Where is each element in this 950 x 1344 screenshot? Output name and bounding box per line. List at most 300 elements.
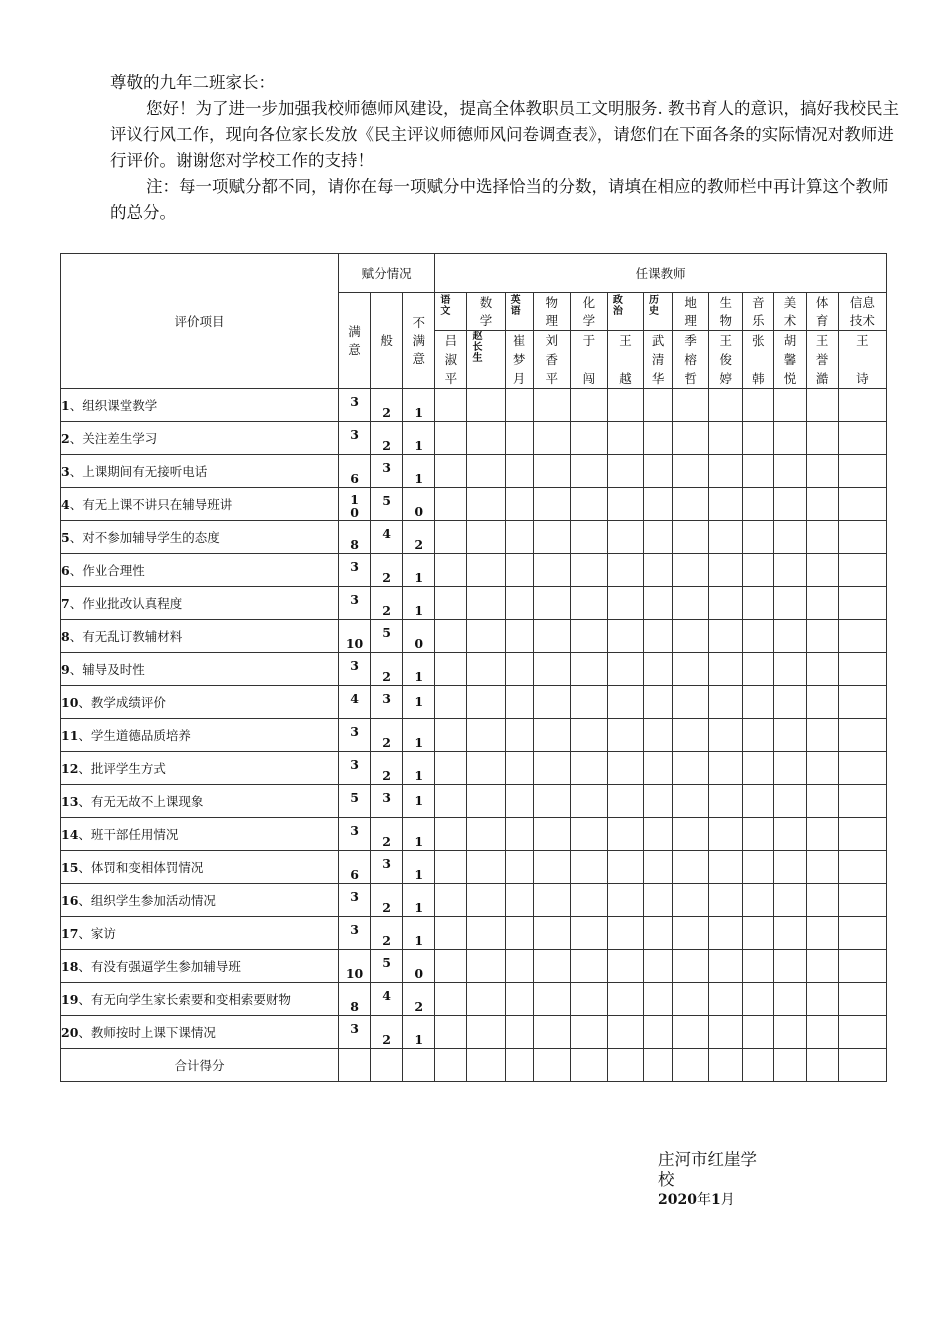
teacher-score-cell[interactable] bbox=[709, 455, 743, 488]
teacher-score-cell[interactable] bbox=[743, 818, 774, 851]
teacher-score-cell[interactable] bbox=[607, 389, 643, 422]
teacher-score-cell[interactable] bbox=[467, 521, 505, 554]
teacher-score-cell[interactable] bbox=[505, 422, 533, 455]
teacher-score-cell[interactable] bbox=[743, 884, 774, 917]
teacher-score-cell[interactable] bbox=[533, 389, 570, 422]
subject-header: 英 语 bbox=[505, 293, 533, 331]
teacher-score-cell[interactable] bbox=[673, 455, 709, 488]
score-unsatisfied: 1 bbox=[403, 752, 435, 785]
teacher-score-cell[interactable] bbox=[838, 554, 886, 587]
teacher-score-cell[interactable] bbox=[673, 422, 709, 455]
item-text: 、作业合理性 bbox=[69, 563, 145, 578]
teacher-score-cell[interactable] bbox=[533, 686, 570, 719]
teacher-score-cell[interactable] bbox=[467, 587, 505, 620]
teacher-score-cell[interactable] bbox=[644, 983, 673, 1016]
teacher-score-cell[interactable] bbox=[435, 884, 467, 917]
teacher-score-cell[interactable] bbox=[673, 686, 709, 719]
teacher-score-cell[interactable] bbox=[467, 785, 505, 818]
teacher-score-cell[interactable] bbox=[570, 587, 607, 620]
teacher-score-cell[interactable] bbox=[533, 818, 570, 851]
table-row bbox=[61, 554, 887, 587]
teacher-score-cell[interactable] bbox=[607, 818, 643, 851]
item-text: 、作业批改认真程度 bbox=[69, 596, 183, 611]
teacher-score-cell[interactable] bbox=[607, 521, 643, 554]
teacher-score-cell[interactable] bbox=[673, 653, 709, 686]
teacher-score-cell[interactable] bbox=[838, 752, 886, 785]
teacher-score-cell[interactable] bbox=[673, 950, 709, 983]
teacher-score-cell[interactable] bbox=[743, 389, 774, 422]
teacher-score-cell[interactable] bbox=[467, 653, 505, 686]
teacher-score-cell[interactable] bbox=[806, 587, 838, 620]
teacher-score-cell[interactable] bbox=[743, 521, 774, 554]
teacher-score-cell[interactable] bbox=[673, 1016, 709, 1049]
teacher-score-cell[interactable] bbox=[505, 818, 533, 851]
teacher-score-cell[interactable] bbox=[533, 785, 570, 818]
teacher-score-cell[interactable] bbox=[467, 620, 505, 653]
teacher-score-cell[interactable] bbox=[607, 719, 643, 752]
teacher-score-cell[interactable] bbox=[743, 488, 774, 521]
teacher-score-cell[interactable] bbox=[467, 554, 505, 587]
teacher-score-cell[interactable] bbox=[743, 653, 774, 686]
teacher-score-cell[interactable] bbox=[806, 884, 838, 917]
teacher-score-cell[interactable] bbox=[743, 1016, 774, 1049]
teacher-score-cell[interactable] bbox=[505, 389, 533, 422]
teacher-score-cell[interactable] bbox=[533, 983, 570, 1016]
item-text: 、组织学生参加活动情况 bbox=[78, 893, 216, 908]
teacher-score-cell[interactable] bbox=[709, 587, 743, 620]
teacher-score-cell[interactable] bbox=[467, 983, 505, 1016]
teacher-score-cell[interactable] bbox=[673, 554, 709, 587]
teacher-score-cell[interactable] bbox=[709, 950, 743, 983]
teacher-score-cell[interactable] bbox=[806, 752, 838, 785]
teacher-score-cell[interactable] bbox=[709, 389, 743, 422]
total-cell[interactable] bbox=[743, 1049, 774, 1082]
teacher-score-cell[interactable] bbox=[467, 752, 505, 785]
teacher-score-cell[interactable] bbox=[709, 488, 743, 521]
teacher-score-cell[interactable] bbox=[806, 983, 838, 1016]
teacher-score-cell[interactable] bbox=[644, 620, 673, 653]
total-cell[interactable] bbox=[505, 1049, 533, 1082]
teacher-score-cell[interactable] bbox=[806, 686, 838, 719]
teacher-score-cell[interactable] bbox=[709, 983, 743, 1016]
total-cell[interactable] bbox=[774, 1049, 806, 1082]
teacher-score-cell[interactable] bbox=[806, 1016, 838, 1049]
teacher-score-cell[interactable] bbox=[774, 983, 806, 1016]
total-cell[interactable] bbox=[673, 1049, 709, 1082]
teacher-score-cell[interactable] bbox=[435, 620, 467, 653]
teacher-score-cell[interactable] bbox=[838, 488, 886, 521]
teacher-score-cell[interactable] bbox=[435, 950, 467, 983]
teacher-score-cell[interactable] bbox=[743, 422, 774, 455]
teacher-score-cell[interactable] bbox=[806, 422, 838, 455]
teacher-score-cell[interactable] bbox=[774, 719, 806, 752]
teacher-score-cell[interactable] bbox=[570, 818, 607, 851]
teacher-score-cell[interactable] bbox=[607, 851, 643, 884]
item-text: 、班干部任用情况 bbox=[78, 827, 179, 842]
teacher-score-cell[interactable] bbox=[673, 521, 709, 554]
teacher-score-cell[interactable] bbox=[467, 884, 505, 917]
teacher-score-cell[interactable] bbox=[570, 917, 607, 950]
score-satisfied: 3 bbox=[338, 752, 370, 785]
teacher-score-cell[interactable] bbox=[505, 917, 533, 950]
teacher-score-cell[interactable] bbox=[743, 950, 774, 983]
teacher-score-cell[interactable] bbox=[533, 620, 570, 653]
teacher-score-cell[interactable] bbox=[467, 488, 505, 521]
teacher-score-cell[interactable] bbox=[806, 488, 838, 521]
teacher-score-cell[interactable] bbox=[505, 620, 533, 653]
teacher-score-cell[interactable] bbox=[435, 851, 467, 884]
teacher-score-cell[interactable] bbox=[505, 785, 533, 818]
teacher-score-cell[interactable] bbox=[467, 1016, 505, 1049]
teacher-score-cell[interactable] bbox=[806, 917, 838, 950]
teacher-score-cell[interactable] bbox=[533, 455, 570, 488]
teacher-score-cell[interactable] bbox=[806, 950, 838, 983]
teacher-score-cell[interactable] bbox=[774, 389, 806, 422]
teacher-score-cell[interactable] bbox=[774, 521, 806, 554]
teacher-score-cell[interactable] bbox=[709, 884, 743, 917]
teacher-score-cell[interactable] bbox=[743, 620, 774, 653]
teacher-name: 赵 长 生 bbox=[467, 331, 505, 389]
teacher-score-cell[interactable] bbox=[774, 587, 806, 620]
total-cell[interactable] bbox=[570, 1049, 607, 1082]
teacher-score-cell[interactable] bbox=[533, 653, 570, 686]
teacher-score-cell[interactable] bbox=[570, 422, 607, 455]
teacher-score-cell[interactable] bbox=[743, 785, 774, 818]
teacher-score-cell[interactable] bbox=[435, 1016, 467, 1049]
teacher-score-cell[interactable] bbox=[607, 917, 643, 950]
teacher-score-cell[interactable] bbox=[673, 884, 709, 917]
teacher-score-cell[interactable] bbox=[709, 785, 743, 818]
teacher-score-cell[interactable] bbox=[838, 785, 886, 818]
item-text: 、有无乱订教辅材料 bbox=[69, 629, 183, 644]
teacher-score-cell[interactable] bbox=[570, 950, 607, 983]
teacher-score-cell[interactable] bbox=[435, 785, 467, 818]
teacher-score-cell[interactable] bbox=[533, 950, 570, 983]
total-cell[interactable] bbox=[838, 1049, 886, 1082]
teacher-score-cell[interactable] bbox=[435, 653, 467, 686]
score-satisfied: 3 bbox=[338, 422, 370, 455]
teacher-score-cell[interactable] bbox=[709, 851, 743, 884]
total-cell[interactable] bbox=[607, 1049, 643, 1082]
teacher-score-cell[interactable] bbox=[774, 554, 806, 587]
teacher-score-cell[interactable] bbox=[774, 785, 806, 818]
teacher-score-cell[interactable] bbox=[505, 455, 533, 488]
teacher-score-cell[interactable] bbox=[570, 488, 607, 521]
teacher-score-cell[interactable] bbox=[570, 785, 607, 818]
teacher-score-cell[interactable] bbox=[467, 917, 505, 950]
teacher-score-cell[interactable] bbox=[774, 620, 806, 653]
teacher-score-cell[interactable] bbox=[533, 422, 570, 455]
teacher-score-cell[interactable] bbox=[435, 752, 467, 785]
teacher-score-cell[interactable] bbox=[570, 983, 607, 1016]
teacher-score-cell[interactable] bbox=[607, 653, 643, 686]
teacher-score-cell[interactable] bbox=[838, 983, 886, 1016]
teacher-score-cell[interactable] bbox=[709, 1016, 743, 1049]
score-satisfied: 3 bbox=[338, 653, 370, 686]
evaluation-item bbox=[61, 653, 339, 686]
teacher-score-cell[interactable] bbox=[806, 653, 838, 686]
teacher-score-cell[interactable] bbox=[570, 521, 607, 554]
teacher-score-cell[interactable] bbox=[838, 653, 886, 686]
teacher-score-cell[interactable] bbox=[644, 422, 673, 455]
teacher-score-cell[interactable] bbox=[467, 455, 505, 488]
subject-header: 音 乐 bbox=[743, 293, 774, 331]
teacher-score-cell[interactable] bbox=[838, 1016, 886, 1049]
teacher-score-cell[interactable] bbox=[774, 851, 806, 884]
teacher-score-cell[interactable] bbox=[467, 851, 505, 884]
teacher-score-cell[interactable] bbox=[467, 818, 505, 851]
teacher-name: 刘 香 平 bbox=[533, 331, 570, 389]
teacher-score-cell[interactable] bbox=[673, 587, 709, 620]
teacher-score-cell[interactable] bbox=[607, 620, 643, 653]
score-satisfied: 8 bbox=[338, 983, 370, 1016]
total-cell[interactable] bbox=[709, 1049, 743, 1082]
teacher-score-cell[interactable] bbox=[838, 884, 886, 917]
teacher-score-cell[interactable] bbox=[709, 521, 743, 554]
teacher-score-cell[interactable] bbox=[607, 983, 643, 1016]
teacher-score-cell[interactable] bbox=[774, 653, 806, 686]
teacher-score-cell[interactable] bbox=[673, 983, 709, 1016]
teacher-score-cell[interactable] bbox=[607, 950, 643, 983]
teacher-score-cell[interactable] bbox=[673, 851, 709, 884]
teacher-score-cell[interactable] bbox=[743, 752, 774, 785]
teacher-score-cell[interactable] bbox=[570, 620, 607, 653]
teacher-score-cell[interactable] bbox=[607, 554, 643, 587]
teacher-score-cell[interactable] bbox=[838, 851, 886, 884]
teacher-score-cell[interactable] bbox=[467, 719, 505, 752]
total-cell[interactable] bbox=[644, 1049, 673, 1082]
item-number: 17 bbox=[61, 926, 79, 941]
teacher-score-cell[interactable] bbox=[533, 587, 570, 620]
teacher-score-cell[interactable] bbox=[435, 488, 467, 521]
teacher-score-cell[interactable] bbox=[570, 455, 607, 488]
teacher-score-cell[interactable] bbox=[533, 521, 570, 554]
teacher-score-cell[interactable] bbox=[709, 686, 743, 719]
teacher-score-cell[interactable] bbox=[607, 422, 643, 455]
teacher-score-cell[interactable] bbox=[774, 950, 806, 983]
teacher-score-cell[interactable] bbox=[607, 455, 643, 488]
teacher-score-cell[interactable] bbox=[673, 917, 709, 950]
total-cell[interactable] bbox=[806, 1049, 838, 1082]
teacher-score-cell[interactable] bbox=[505, 851, 533, 884]
teacher-score-cell[interactable] bbox=[644, 686, 673, 719]
teacher-score-cell[interactable] bbox=[838, 422, 886, 455]
teacher-score-cell[interactable] bbox=[533, 719, 570, 752]
teacher-score-cell[interactable] bbox=[644, 785, 673, 818]
teacher-score-cell[interactable] bbox=[806, 818, 838, 851]
teacher-score-cell[interactable] bbox=[505, 587, 533, 620]
teacher-score-cell[interactable] bbox=[644, 554, 673, 587]
teacher-score-cell[interactable] bbox=[435, 818, 467, 851]
teacher-score-cell[interactable] bbox=[774, 884, 806, 917]
teacher-score-cell[interactable] bbox=[505, 653, 533, 686]
teacher-score-cell[interactable] bbox=[743, 719, 774, 752]
teacher-score-cell[interactable] bbox=[607, 884, 643, 917]
teacher-score-cell[interactable] bbox=[644, 752, 673, 785]
teacher-score-cell[interactable] bbox=[774, 818, 806, 851]
evaluation-item bbox=[61, 554, 339, 587]
teacher-score-cell[interactable] bbox=[743, 455, 774, 488]
teacher-score-cell[interactable] bbox=[774, 455, 806, 488]
teacher-score-cell[interactable] bbox=[673, 752, 709, 785]
teacher-score-cell[interactable] bbox=[838, 950, 886, 983]
teacher-score-cell[interactable] bbox=[467, 950, 505, 983]
teacher-score-cell[interactable] bbox=[607, 752, 643, 785]
teacher-score-cell[interactable] bbox=[806, 785, 838, 818]
letter-paragraph-1: 您好！为了进一步加强我校师德师风建设，提高全体教职员工文明服务. 教书育人的意识，搞好我校民主评议行风工作，现向各位家长发放《民主评议师德师风问卷调查表》，请您们在下面各条的实际情况对教师进行评价。谢谢您对学校工作的支持！ bbox=[110, 99, 899, 170]
teacher-score-cell[interactable] bbox=[435, 554, 467, 587]
teacher-score-cell[interactable] bbox=[505, 554, 533, 587]
teacher-score-cell[interactable] bbox=[644, 521, 673, 554]
teacher-score-cell[interactable] bbox=[673, 620, 709, 653]
teacher-score-cell[interactable] bbox=[673, 719, 709, 752]
teacher-score-cell[interactable] bbox=[570, 686, 607, 719]
teacher-score-cell[interactable] bbox=[806, 851, 838, 884]
teacher-score-cell[interactable] bbox=[644, 1016, 673, 1049]
teacher-score-cell[interactable] bbox=[467, 686, 505, 719]
teacher-score-cell[interactable] bbox=[570, 752, 607, 785]
teacher-score-cell[interactable] bbox=[838, 818, 886, 851]
teacher-score-cell[interactable] bbox=[838, 455, 886, 488]
teacher-score-cell[interactable] bbox=[570, 884, 607, 917]
teacher-score-cell[interactable] bbox=[607, 785, 643, 818]
teacher-score-cell[interactable] bbox=[743, 851, 774, 884]
teacher-score-cell[interactable] bbox=[673, 488, 709, 521]
teacher-score-cell[interactable] bbox=[435, 389, 467, 422]
teacher-score-cell[interactable] bbox=[743, 587, 774, 620]
teacher-score-cell[interactable] bbox=[467, 389, 505, 422]
teacher-score-cell[interactable] bbox=[806, 521, 838, 554]
teacher-score-cell[interactable] bbox=[533, 884, 570, 917]
teacher-score-cell[interactable] bbox=[435, 686, 467, 719]
teacher-score-cell[interactable] bbox=[435, 587, 467, 620]
teacher-score-cell[interactable] bbox=[607, 686, 643, 719]
table-row bbox=[61, 653, 887, 686]
teacher-score-cell[interactable] bbox=[644, 917, 673, 950]
teacher-score-cell[interactable] bbox=[435, 917, 467, 950]
teacher-score-cell[interactable] bbox=[644, 389, 673, 422]
total-cell[interactable] bbox=[533, 1049, 570, 1082]
teacher-score-cell[interactable] bbox=[607, 488, 643, 521]
teacher-score-cell[interactable] bbox=[533, 917, 570, 950]
teacher-name: 王 诗 bbox=[838, 331, 886, 389]
score-unsatisfied: 2 bbox=[403, 983, 435, 1016]
teacher-score-cell[interactable] bbox=[505, 950, 533, 983]
teacher-score-cell[interactable] bbox=[505, 488, 533, 521]
teacher-score-cell[interactable] bbox=[505, 752, 533, 785]
teacher-score-cell[interactable] bbox=[838, 620, 886, 653]
teacher-score-cell[interactable] bbox=[709, 653, 743, 686]
teacher-score-cell[interactable] bbox=[644, 587, 673, 620]
teacher-score-cell[interactable] bbox=[570, 719, 607, 752]
teacher-score-cell[interactable] bbox=[644, 950, 673, 983]
teacher-score-cell[interactable] bbox=[673, 818, 709, 851]
teacher-score-cell[interactable] bbox=[774, 488, 806, 521]
teacher-score-cell[interactable] bbox=[838, 686, 886, 719]
teacher-score-cell[interactable] bbox=[505, 884, 533, 917]
teacher-score-cell[interactable] bbox=[435, 719, 467, 752]
teacher-score-cell[interactable] bbox=[505, 1016, 533, 1049]
teacher-score-cell[interactable] bbox=[644, 488, 673, 521]
teacher-score-cell[interactable] bbox=[806, 455, 838, 488]
teacher-score-cell[interactable] bbox=[644, 455, 673, 488]
teacher-score-cell[interactable] bbox=[435, 455, 467, 488]
teacher-score-cell[interactable] bbox=[533, 488, 570, 521]
item-text: 、关注差生学习 bbox=[69, 431, 158, 446]
teacher-score-cell[interactable] bbox=[673, 389, 709, 422]
teacher-score-cell[interactable] bbox=[570, 851, 607, 884]
teacher-score-cell[interactable] bbox=[505, 521, 533, 554]
teacher-score-cell[interactable] bbox=[774, 917, 806, 950]
teacher-score-cell[interactable] bbox=[644, 653, 673, 686]
teacher-score-cell[interactable] bbox=[644, 884, 673, 917]
teacher-score-cell[interactable] bbox=[644, 719, 673, 752]
teacher-score-cell[interactable] bbox=[709, 620, 743, 653]
teacher-score-cell[interactable] bbox=[644, 851, 673, 884]
teacher-score-cell[interactable] bbox=[774, 686, 806, 719]
total-cell[interactable] bbox=[467, 1049, 505, 1082]
teacher-score-cell[interactable] bbox=[533, 851, 570, 884]
teacher-score-cell[interactable] bbox=[533, 1016, 570, 1049]
teacher-score-cell[interactable] bbox=[743, 686, 774, 719]
teacher-score-cell[interactable] bbox=[806, 719, 838, 752]
teacher-score-cell[interactable] bbox=[570, 389, 607, 422]
teacher-score-cell[interactable] bbox=[467, 422, 505, 455]
teacher-score-cell[interactable] bbox=[709, 917, 743, 950]
teacher-score-cell[interactable] bbox=[709, 719, 743, 752]
teacher-score-cell[interactable] bbox=[774, 752, 806, 785]
table-row bbox=[61, 455, 887, 488]
teacher-score-cell[interactable] bbox=[743, 554, 774, 587]
item-number: 2 bbox=[61, 431, 70, 446]
score-satisfied: 3 bbox=[338, 917, 370, 950]
teacher-score-cell[interactable] bbox=[505, 983, 533, 1016]
teacher-score-cell[interactable] bbox=[505, 719, 533, 752]
teacher-score-cell[interactable] bbox=[806, 620, 838, 653]
teacher-score-cell[interactable] bbox=[709, 422, 743, 455]
teacher-score-cell[interactable] bbox=[838, 587, 886, 620]
teacher-score-cell[interactable] bbox=[570, 1016, 607, 1049]
teacher-score-cell[interactable] bbox=[838, 719, 886, 752]
teacher-score-cell[interactable] bbox=[743, 983, 774, 1016]
teacher-score-cell[interactable] bbox=[435, 422, 467, 455]
teacher-score-cell[interactable] bbox=[709, 752, 743, 785]
teacher-score-cell[interactable] bbox=[806, 554, 838, 587]
teacher-score-cell[interactable] bbox=[570, 554, 607, 587]
teacher-score-cell[interactable] bbox=[533, 752, 570, 785]
score-average: 4 bbox=[371, 521, 403, 554]
teacher-score-cell[interactable] bbox=[774, 422, 806, 455]
teacher-score-cell[interactable] bbox=[607, 587, 643, 620]
teacher-score-cell[interactable] bbox=[838, 389, 886, 422]
total-cell[interactable] bbox=[435, 1049, 467, 1082]
teacher-score-cell[interactable] bbox=[644, 818, 673, 851]
teacher-score-cell[interactable] bbox=[435, 521, 467, 554]
teacher-score-cell[interactable] bbox=[709, 818, 743, 851]
teacher-score-cell[interactable] bbox=[838, 521, 886, 554]
teacher-score-cell[interactable] bbox=[838, 917, 886, 950]
teacher-score-cell[interactable] bbox=[774, 1016, 806, 1049]
teacher-score-cell[interactable] bbox=[435, 983, 467, 1016]
teacher-score-cell[interactable] bbox=[505, 686, 533, 719]
teacher-score-cell[interactable] bbox=[806, 389, 838, 422]
teacher-score-cell[interactable] bbox=[533, 554, 570, 587]
teacher-score-cell[interactable] bbox=[673, 785, 709, 818]
teacher-score-cell[interactable] bbox=[607, 1016, 643, 1049]
teacher-score-cell[interactable] bbox=[743, 917, 774, 950]
teacher-score-cell[interactable] bbox=[709, 554, 743, 587]
teacher-score-cell[interactable] bbox=[570, 653, 607, 686]
